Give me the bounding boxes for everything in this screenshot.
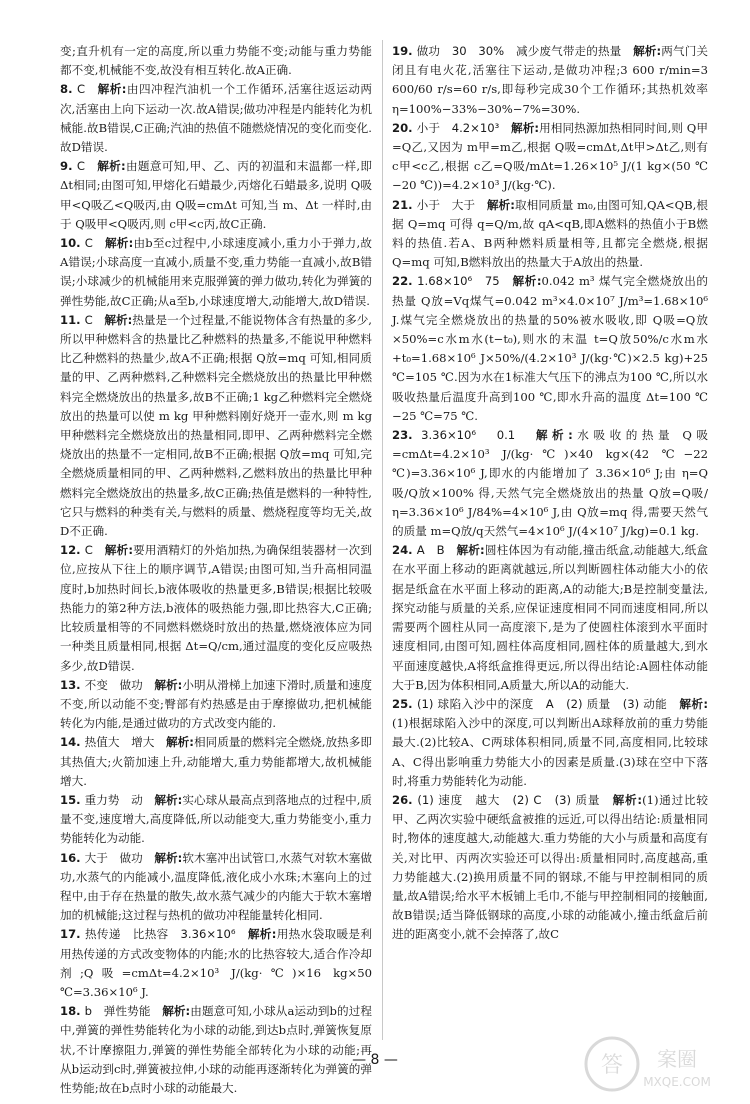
analysis-label: 解析: bbox=[679, 696, 709, 711]
answer-entry bbox=[392, 42, 708, 119]
question-number: 22. bbox=[392, 274, 418, 289]
svg-text:MXQE.COM: MXQE.COM bbox=[643, 1075, 711, 1089]
answer-key: 小于 大于 bbox=[416, 197, 476, 212]
analysis-label: 解析: bbox=[511, 120, 540, 135]
right-column bbox=[392, 42, 708, 945]
question-number: 8. bbox=[60, 82, 77, 97]
answer-entry bbox=[392, 272, 708, 426]
answer-key: 重力势 动 bbox=[84, 792, 143, 807]
answer-entry bbox=[392, 426, 708, 541]
analysis-label: 解析: bbox=[512, 274, 542, 289]
answer-key: 热传递 比热容 3.36×10⁶ bbox=[84, 927, 236, 942]
answer-entry bbox=[60, 42, 372, 80]
svg-text:答: 答 bbox=[600, 1053, 624, 1078]
answer-entry bbox=[60, 849, 372, 926]
answer-entry bbox=[392, 196, 708, 273]
column-divider bbox=[382, 40, 383, 1040]
question-number: 24. bbox=[392, 543, 417, 558]
answer-key: C bbox=[84, 312, 93, 327]
analysis-label: 解析: bbox=[154, 792, 183, 807]
question-number: 11. bbox=[60, 312, 85, 327]
question-number: 9. bbox=[60, 159, 77, 174]
answer-key: 大于 做功 bbox=[84, 850, 143, 865]
explanation-text: 由题意可知,甲、乙、丙的初温和末温都一样,即Δt相同;由图可知,甲熔化石蜡最少,丙熔化石蜡最多,说明 Q吸甲<Q吸乙<Q吸丙,由 Q吸=cmΔt 可知,当 m、Δt 一样时,由于 Q吸甲<Q吸丙,则 c甲<c丙,故C正确. bbox=[60, 159, 372, 231]
question-number: 15. bbox=[60, 792, 85, 807]
question-number: 16. bbox=[60, 850, 85, 865]
explanation-text: 用相同热源加热相同时间,则 Q甲=Q乙,又因为 m甲=m乙,根据 Q吸=cmΔt,Δt甲>Δt乙,则有 c甲<c乙,根据 c乙=Q吸/mΔt=1.26×10⁵ J/(1 kg×(50 ℃−20 ℃))=4.2×10³ J/(kg·℃). bbox=[392, 120, 708, 193]
question-number: 17. bbox=[60, 927, 85, 942]
answer-key: b 弹性势能 bbox=[84, 1004, 151, 1019]
analysis-label: 解析: bbox=[154, 677, 183, 692]
analysis-label: 解析: bbox=[456, 543, 485, 558]
svg-text:案圈: 案圈 bbox=[657, 1047, 697, 1071]
analysis-label: 解析: bbox=[633, 44, 662, 58]
answer-entry bbox=[60, 80, 372, 157]
answer-key: (1) 速度 越大 (2) C (3) 质量 bbox=[417, 792, 601, 807]
answer-entry bbox=[392, 791, 708, 945]
answer-key: 小于 4.2×10³ bbox=[416, 120, 500, 135]
analysis-label: 解析: bbox=[166, 735, 194, 750]
answer-entry bbox=[60, 676, 372, 734]
answer-key: C bbox=[84, 543, 93, 558]
answer-key: C bbox=[76, 159, 85, 174]
answer-entry bbox=[392, 541, 708, 695]
explanation-text: 0.042 m³ 煤气完全燃烧放出的热量 Q放=Vq煤气=0.042 m³×4.0×10⁷ J/m³=1.68×10⁶ J.煤气完全燃烧放出的热量的50%被水吸收,即 Q吸=Q放×50%=c水m水(t−t₀),则水的末温 t=Q放50%/c水m水+t₀=1.68×10⁶ J×50%/(4.2×10³ J/(kg·℃)×2.5 kg)+25 ℃=105 ℃.因为水在1标准大气压下的沸点为100 ℃,所以水吸收热量后温度升高到100 ℃,即水升高的温度 Δt=100 ℃−25 ℃=75 ℃. bbox=[392, 274, 708, 423]
answer-key: 1.68×10⁶ 75 bbox=[417, 274, 500, 289]
explanation-text: (1)根据球陷入沙中的深度,可以判断出A球释放前的重力势能最大.(2)比较A、C两球体积相同,质量不同,高度相同,比较球A、C得出影响重力势能大小的因素是质量.(3)球在空中下落时,将重力势能转化为动能. bbox=[392, 716, 708, 788]
answer-key: (1) 球陷入沙中的深度 A (2) 质量 (3) 动能 bbox=[417, 696, 668, 711]
explanation-text: 水吸收的热量 Q吸=cmΔt=4.2×10³ J/(kg·℃)×40 kg×(42 ℃−22 ℃)=3.36×10⁶ J,即水的内能增加了 3.36×10⁶ J;由 η=Q吸/Q放×100% 得,天然气完全燃烧放出的热量 Q放=Q吸/η=3.36×10⁶ J/84%=4×10⁶ J,由 Q放=mq 得,需要天然气的质量 m=Q放/q天然气=4×10⁶ J/(4×10⁷ J/kg)=0.1 kg. bbox=[392, 428, 708, 539]
watermark-logo bbox=[582, 1034, 732, 1094]
answer-key: 不变 做功 bbox=[84, 677, 143, 692]
question-number: 12. bbox=[60, 543, 85, 558]
question-number: 18. bbox=[60, 1004, 85, 1019]
question-number: 14. bbox=[60, 735, 85, 750]
explanation-text: 要用酒精灯的外焰加热,为确保组装器材一次到位,应按从下往上的顺序调节,A错误;由图可知,当升高相同温度时,b加热时间长,b液体吸收的热量更多,B错误;根据比较吸热能力的第2种方法,b液体的吸热能力强,即比热容大,C正确;比较质量相等的不同燃料燃烧时放出的热量,燃烧液体应为同一种类且质量相同,根据 Δt=Q/cm,通过温度的变化反应吸热多少,故D错误. bbox=[60, 543, 372, 673]
answer-entry bbox=[60, 157, 372, 234]
explanation-text: 取相同质量 m₀,由图可知,QA<QB,根据 Q=mq 可得 q=Q/m,故 qA<qB,即A燃料的热值小于B燃料的热值.若A、B两种燃料质量相等,且都完全燃烧,根据 Q=mq 可知,B燃料放出的热量大于A放出的热量. bbox=[392, 197, 708, 270]
answer-key: 做功 30 30% 减少废气带走的热量 bbox=[416, 44, 622, 58]
explanation-text: 用热水袋取暖是利用热传递的方式改变物体的内能;水的比热容较大,适合作冷却剂;Q吸=cmΔt=4.2×10³ J/(kg·℃)×16 kg×50 ℃=3.36×10⁶ J. bbox=[60, 927, 372, 999]
answer-entry bbox=[60, 234, 372, 311]
explanation-text: 圆柱体因为有动能,撞击纸盒,动能越大,纸盒在水平面上移动的距离就越远,所以判断圆柱体动能大小的依据是纸盒在水平面上移动的距离,A的动能大;B是控制变量法,探究动能与质量的关系,应保证速度相同不同而速度相同,所以需要两个圆柱从同一高度滚下,是为了使圆柱体滚到水平面时速度相同,由图可知,圆柱体高度相同,圆柱体的质量越大,到水平面速度越快,A将纸盒推得更远,所以得出结论:A圆柱体动能大于B,因为体积相同,A质量大,所以A的动能大. bbox=[392, 543, 708, 692]
analysis-label: 解析: bbox=[486, 197, 515, 212]
analysis-label: 解析: bbox=[154, 850, 183, 865]
question-number: 26. bbox=[392, 792, 418, 807]
left-column bbox=[60, 42, 372, 1098]
analysis-label: 解析: bbox=[97, 82, 127, 97]
question-number: 25. bbox=[392, 696, 418, 711]
explanation-text: 实心球从最高点到落地点的过程中,质量不变,速度增大,高度降低,所以动能变大,重力势能变小,重力势能转化为动能. bbox=[60, 792, 372, 846]
answer-entry bbox=[392, 695, 708, 791]
explanation-text: 由四冲程汽油机一个工作循环,活塞往返运动两次,活塞由上向下运动一次.故A错误;做功冲程是内能转化为机械能.故B错误,C正确;汽油的热值不随燃烧情况的变化而变化.故D错误. bbox=[60, 82, 372, 155]
answer-entry bbox=[60, 733, 372, 791]
explanation-text: (1)通过比较甲、乙两次实验中硬纸盒被推的远近,可以得出结论:质量相同时,物体的速度越大,动能越大.重力势能的大小与质量和高度有关,对比甲、丙两次实验还可以得出:质量相同时,高度越高,重力势能越大.(2)换用质量不同的钢球,不能与甲控制相同的质量,故A错误;给水平木板铺上毛巾,不能与甲控制相同的接触面,故B错误;适当降低钢球的高度,小球的动能减小,撞击纸盒后前进的距离变小,就不会掉落了,故C bbox=[392, 792, 708, 942]
question-number: 10. bbox=[60, 236, 85, 251]
answer-entry bbox=[60, 311, 372, 541]
answer-key: C bbox=[76, 82, 86, 97]
question-number: 20. bbox=[392, 120, 417, 135]
answer-key: 3.36×10⁶ 0.1 bbox=[421, 428, 516, 443]
analysis-label: 解析: bbox=[104, 312, 133, 327]
answer-key: A B bbox=[416, 543, 445, 558]
answer-entry bbox=[60, 791, 372, 849]
explanation-text: 变;直升机有一定的高度,所以重力势能不变;动能与重力势能都不变,机械能不变,故没有相互转化.故A正确. bbox=[60, 44, 372, 78]
answer-entry bbox=[60, 541, 372, 675]
analysis-label: 解析: bbox=[535, 428, 573, 443]
answer-entry bbox=[60, 1002, 372, 1098]
answer-key: C bbox=[84, 236, 93, 251]
explanation-text: 由b至c过程中,小球速度减小,重力小于弹力,故A错误;小球高度一直减小,质量不变,重力势能一直减小,故B错误;小球减少的机械能用来克服弹簧的弹力做功,转化为弹簧的弹性势能,故C正确;从a至b,小球速度增大,动能增大,故D错误. bbox=[60, 236, 372, 308]
page-number: — 8 — bbox=[352, 1052, 398, 1068]
analysis-label: 解析: bbox=[104, 543, 133, 558]
analysis-label: 解析: bbox=[162, 1004, 191, 1019]
analysis-label: 解析: bbox=[104, 236, 134, 251]
explanation-text: 两气门关闭且有电火花,活塞往下运动,是做功冲程;3 600 r/min=3 600/60 r/s=60 r/s,即每秒完成30个工作循环;其热机效率 η=100%−33%−30%−7%=30%. bbox=[392, 44, 708, 116]
answer-entry bbox=[392, 119, 708, 196]
explanation-text: 软木塞冲出试管口,水蒸气对软木塞做功,水蒸气的内能减小,温度降低,液化成小水珠;木塞向上的过程中,由于存在热量的散失,故水蒸气减少的内能大于软木塞增加的机械能;这过程与热机的做功冲程能量转化相同. bbox=[60, 850, 372, 923]
explanation-text: 小明从滑梯上加速下滑时,质量和速度不变,所以动能不变;臀部有灼热感是由于摩擦做功,把机械能转化为内能,是通过做功的方式改变内能的. bbox=[60, 677, 372, 731]
explanation-text: 由题意可知,小球从a运动到b的过程中,弹簧的弹性势能转化为小球的动能,到达b点时,弹簧恢复原状,不计摩擦阻力,弹簧的弹性势能全部转化为小球的动能;再从b运动到c时,弹簧被拉伸,小球的动能再逐渐转化为弹簧的弹性势能;故在b点时小球的动能最大. bbox=[60, 1004, 372, 1095]
question-number: 19. bbox=[392, 44, 417, 58]
analysis-label: 解析: bbox=[97, 159, 126, 174]
analysis-label: 解析: bbox=[247, 927, 277, 942]
analysis-label: 解析: bbox=[612, 792, 643, 807]
question-number: 23. bbox=[392, 428, 422, 443]
explanation-text: 相同质量的燃料完全燃烧,放热多即其热值大;火箭加速上升,动能增大,重力势能都增大,故机械能增大. bbox=[60, 735, 372, 788]
question-number: 13. bbox=[60, 677, 85, 692]
answer-entry bbox=[60, 925, 372, 1002]
answer-key: 热值大 增大 bbox=[84, 735, 155, 750]
explanation-text: 热量是一个过程量,不能说物体含有热量的多少,所以甲种燃料含的热量比乙种燃料的热量多,不能说甲种燃料比乙种燃料的热量少,故A不正确;根据 Q放=mq 可知,相同质量的甲、乙两种燃料,乙种燃料完全燃烧放出的热量比甲种燃料完全燃烧放出的热量多,故B不正确;1 kg乙种燃料完全燃烧放出的热量可以使 m kg 甲种燃料刚好烧开一壶水,则 m kg 甲种燃料完全燃烧放出的热量相同,即甲、乙两种燃料完全燃烧放出的热量不一定相同,故B不正确;根据 Q放=mq 可知,完全燃烧质量相同的甲、乙两种燃料,乙燃料放出的热量比甲种燃料完全燃烧放出的热量多,故C正确;热值是燃料的一种特性,它只与燃料的种类有关,与燃料的质量、燃烧程度等均无关,故D不正确. bbox=[60, 312, 372, 539]
question-number: 21. bbox=[392, 197, 417, 212]
